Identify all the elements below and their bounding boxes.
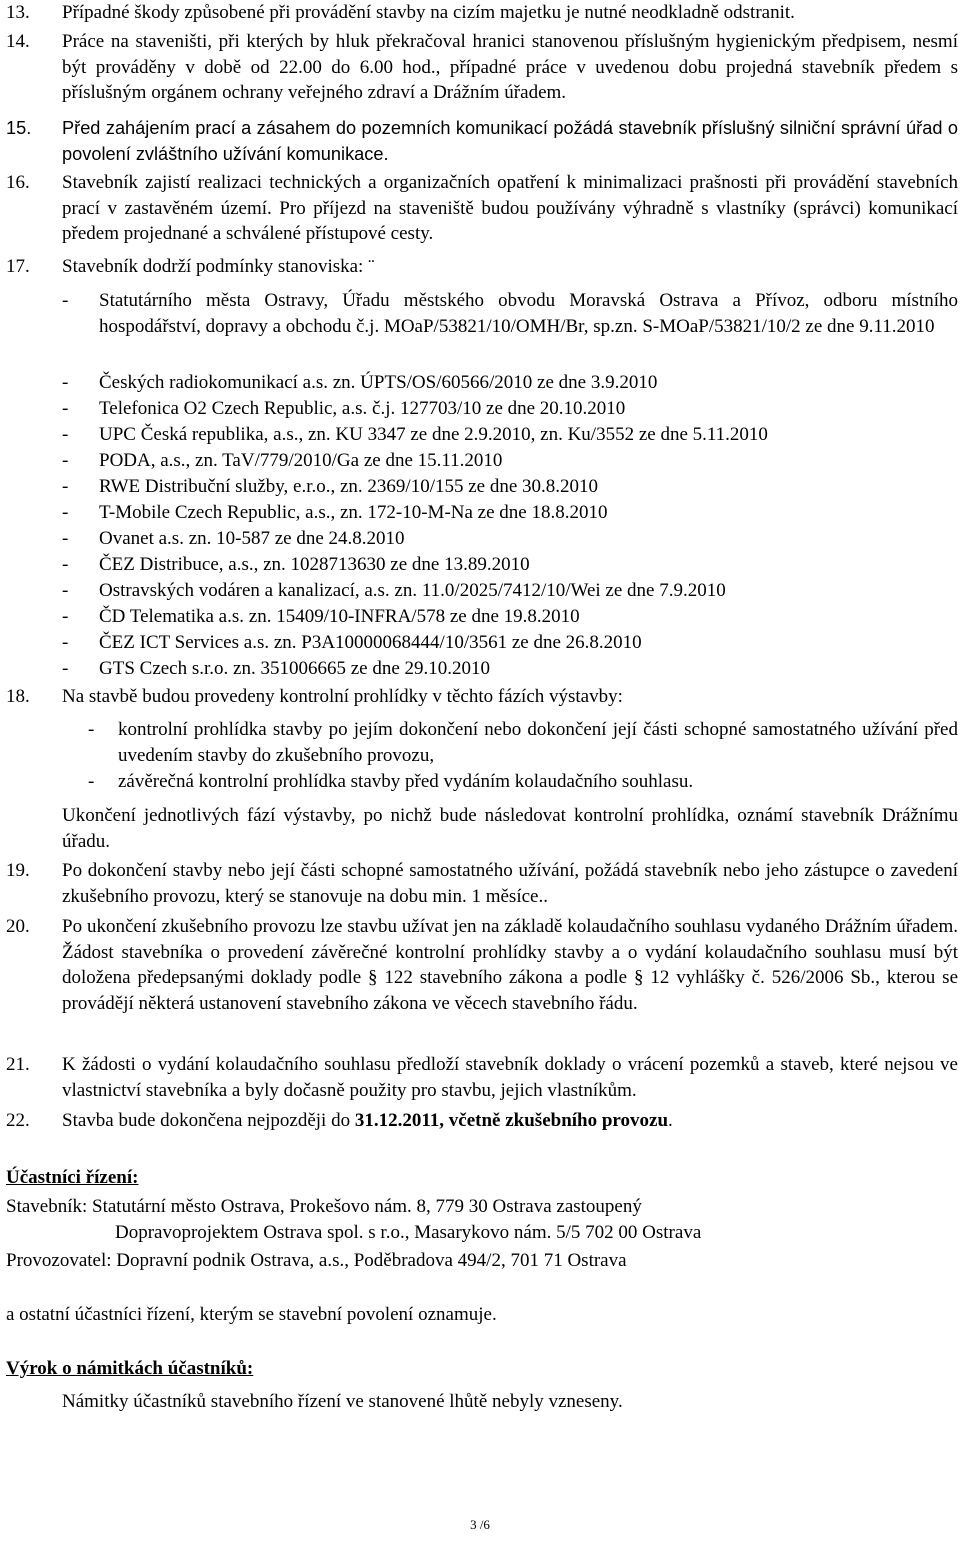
list-dash: -	[62, 502, 69, 523]
condition-21	[6, 1052, 958, 1103]
condition-20	[6, 914, 958, 1016]
condition-text: Stavebník dodrží podmínky stanoviska: ¨	[62, 256, 375, 277]
opinion-text: Českých radiokomunikací a.s. zn. ÚPTS/OS/60566/2010 ze dne 3.9.2010	[99, 372, 658, 393]
inspection-item	[88, 769, 958, 795]
participant-representative: Dopravoprojektem Ostrava spol. s r.o., Masarykovo nám. 5/5 702 00 Ostrava	[115, 1222, 702, 1243]
condition-text: Práce na staveništi, při kterých by hluk překračoval hranici stanovenou příslušným hygienickým předpisem, nesmí být prováděny v době od 22.00 do 6.00 hod., případné práce v uvedenou dobu projedná stavebník předem s příslušným orgánem ochrany veřejného zdraví a Drážním úřadem.	[62, 31, 958, 103]
opinion-item	[62, 604, 958, 630]
inspection-note: Ukončení jednotlivých fází výstavby, po nichž bude následovat kontrolní prohlídka, oznámí stavebník Drážnímu úřadu.	[62, 805, 958, 852]
opinion-item	[62, 526, 958, 552]
opinion-text: ČD Telematika a.s. zn. 15409/10-INFRA/578 ze dne 19.8.2010	[99, 606, 580, 627]
opinion-text: Ovanet a.s. zn. 10-587 ze dne 24.8.2010	[99, 528, 405, 549]
condition-number: 15.	[6, 118, 32, 138]
opinion-item	[62, 656, 958, 682]
list-dash: -	[88, 771, 95, 792]
condition-number: 17.	[6, 256, 30, 277]
inspection-text: závěrečná kontrolní prohlídka stavby před vydáním kolaudačního souhlasu.	[118, 771, 694, 792]
opinion-text: ČEZ Distribuce, a.s., zn. 1028713630 ze dne 13.89.2010	[99, 554, 530, 575]
condition-14	[6, 29, 958, 106]
participants-heading: Účastníci řízení:	[6, 1167, 139, 1188]
completion-text: Stavba bude dokončena nejpozději do	[62, 1110, 355, 1131]
list-dash: -	[62, 290, 69, 311]
condition-number: 16.	[6, 172, 30, 193]
opinion-text: Telefonica O2 Czech Republic, a.s. č.j. 127703/10 ze dne 20.10.2010	[99, 398, 626, 419]
list-dash: -	[62, 580, 69, 601]
inspection-item	[88, 717, 958, 768]
condition-17	[6, 254, 958, 280]
opinion-text: GTS Czech s.r.o. zn. 351006665 ze dne 29.10.2010	[99, 658, 491, 679]
opinion-item	[62, 288, 958, 339]
condition-text: Před zahájením prací a zásahem do pozemních komunikací požádá stavebník příslušný silniční správní úřad o povolení zvláštního užívání komunikace.	[62, 118, 958, 164]
condition-text	[62, 1108, 958, 1134]
condition-number: 19.	[6, 860, 30, 881]
participant-others: a ostatní účastníci řízení, kterým se stavební povolení oznamuje.	[6, 1304, 497, 1325]
condition-15	[6, 116, 958, 167]
list-dash: -	[62, 398, 69, 419]
list-dash: -	[88, 719, 95, 740]
opinion-text: UPC Česká republika, a.s., zn. KU 3347 ze dne 2.9.2010, zn. Ku/3552 ze dne 5.11.2010	[99, 424, 768, 445]
opinion-text: Statutárního města Ostravy, Úřadu městského obvodu Moravská Ostrava a Přívoz, odboru místního hospodářství, dopravy a obchodu č.j. MOaP/53821/10/OMH/Br, sp.zn. S-MOaP/53821/10/2 ze dne 9.11.2010	[99, 290, 958, 337]
condition-number: 13.	[6, 2, 30, 23]
opinion-item	[62, 448, 958, 474]
opinion-item	[62, 396, 958, 422]
opinion-item	[62, 370, 958, 396]
opinion-text: ČEZ ICT Services a.s. zn. P3A10000068444/10/3561 ze dne 26.8.2010	[99, 632, 642, 653]
opinion-text: Ostravských vodáren a kanalizací, a.s. zn. 11.0/2025/7412/10/Wei ze dne 7.9.2010	[99, 580, 726, 601]
objections-heading: Výrok o námitkách účastníků:	[6, 1358, 254, 1379]
condition-18	[6, 684, 958, 710]
condition-22	[6, 1108, 958, 1134]
objections-text: Námitky účastníků stavebního řízení ve stanovené lhůtě nebyly vzneseny.	[62, 1391, 623, 1412]
condition-text: K žádosti o vydání kolaudačního souhlasu předloží stavebník doklady o vrácení pozemků a staveb, které nejsou ve vlastnictví stavebníka a byly dočasně použity pro stavbu, jejich vlastníkům.	[62, 1054, 958, 1101]
opinion-item	[62, 552, 958, 578]
list-dash: -	[62, 554, 69, 575]
list-dash: -	[62, 450, 69, 471]
condition-number: 22.	[6, 1110, 30, 1131]
completion-deadline: 31.12.2011, včetně zkušebního provozu	[354, 1110, 669, 1131]
inspection-text: kontrolní prohlídka stavby po jejím dokončení nebo dokončení její části schopné samostatného užívání před uvedením stavby do zkušebního provozu,	[118, 719, 958, 766]
condition-text: Stavebník zajistí realizaci technických a organizačních opatření k minimalizaci prašnosti při provádění stavebních prací v zastavěném území. Pro příjezd na staveniště budou používány výhradně s vlastníky (správci) komunikací předem projednané a schválené přístupové cesty.	[62, 172, 958, 244]
participant-builder: Stavebník: Statutární město Ostrava, Prokešovo nám. 8, 779 30 Ostrava zastoupený	[6, 1196, 642, 1217]
page-number: 3 /6	[470, 1517, 490, 1532]
list-dash: -	[62, 632, 69, 653]
opinion-text: RWE Distribuční služby, e.r.o., zn. 2369/10/155 ze dne 30.8.2010	[99, 476, 599, 497]
list-dash: -	[62, 424, 69, 445]
condition-text: Na stavbě budou provedeny kontrolní prohlídky v těchto fázích výstavby:	[62, 686, 623, 707]
opinion-item	[62, 422, 958, 448]
list-dash: -	[62, 372, 69, 393]
opinion-item	[62, 500, 958, 526]
condition-text: Po ukončení zkušebního provozu lze stavbu užívat jen na základě kolaudačního souhlasu vydaného Drážním úřadem. Žádost stavebníka o provedení závěrečné kontrolní prohlídky stavby a o vydání kolaudačního souhlasu musí být doložena předepsanými doklady podle § 122 stavebního zákona a podle § 12 vyhlášky č. 526/2006 Sb., kterou se provádějí některá ustanovení stavebního zákona ve věcech stavebního řádu.	[62, 916, 958, 1014]
opinion-text: T-Mobile Czech Republic, a.s., zn. 172-10-M-Na ze dne 18.8.2010	[99, 502, 608, 523]
completion-end: .	[668, 1110, 673, 1131]
opinion-item	[62, 630, 958, 656]
opinion-item	[62, 578, 958, 604]
condition-text: Případné škody způsobené při provádění stavby na cizím majetku je nutné neodkladně odstranit.	[62, 2, 795, 23]
list-dash: -	[62, 606, 69, 627]
condition-19	[6, 858, 958, 909]
list-dash: -	[62, 528, 69, 549]
condition-number: 18.	[6, 686, 30, 707]
condition-text: Po dokončení stavby nebo její části schopné samostatného užívání, požádá stavebník nebo jeho zástupce o zavedení zkušebního provozu, který se stanovuje na dobu min. 1 měsíce..	[62, 860, 958, 907]
list-dash: -	[62, 476, 69, 497]
opinion-item	[62, 474, 958, 500]
condition-16	[6, 170, 958, 247]
participant-operator: Provozovatel: Dopravní podnik Ostrava, a.s., Poděbradova 494/2, 701 71 Ostrava	[6, 1250, 627, 1271]
condition-13	[6, 0, 958, 26]
list-dash: -	[62, 658, 69, 679]
condition-number: 20.	[6, 916, 30, 937]
condition-number: 21.	[6, 1054, 30, 1075]
opinion-text: PODA, a.s., zn. TaV/779/2010/Ga ze dne 15.11.2010	[99, 450, 503, 471]
condition-number: 14.	[6, 31, 30, 52]
